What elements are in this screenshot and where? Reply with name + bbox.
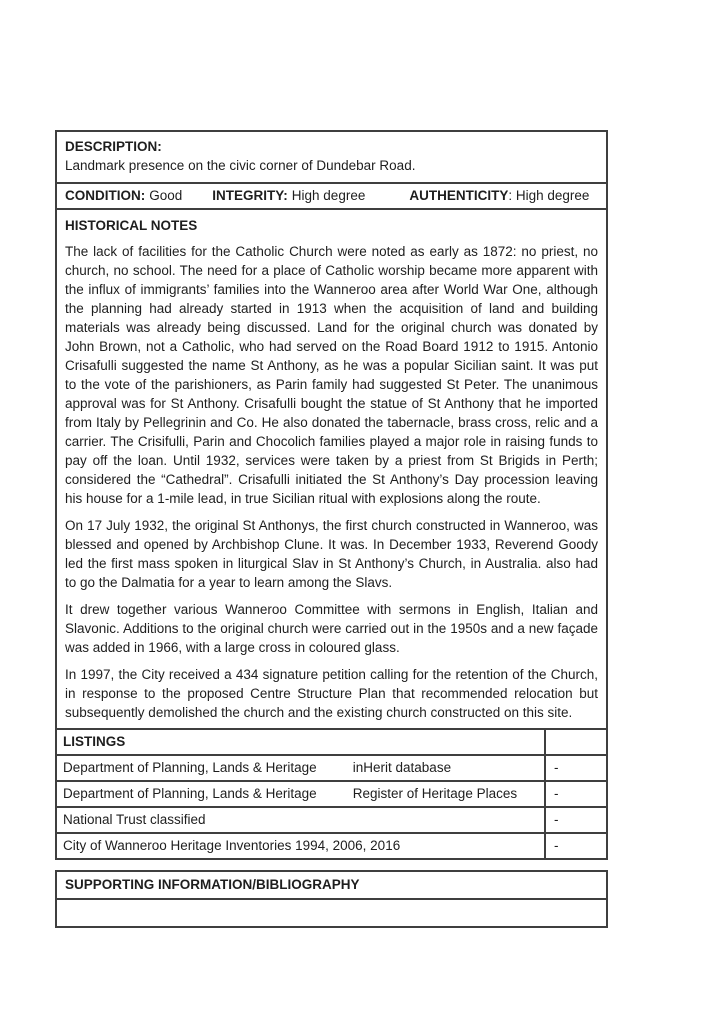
listings-table [55,728,608,860]
listing-organisation: Department of Planning, Lands & Heritage [63,760,317,775]
condition-value: Good [149,188,183,203]
listing-cell [57,834,544,858]
table-row [57,780,606,806]
listing-cell [57,756,544,780]
description-label: DESCRIPTION: [65,139,162,154]
listing-detail: Register of Heritage Places [352,786,518,801]
authenticity-label: AUTHENTICITY [409,188,509,203]
supporting-content-cell [57,898,606,926]
listing-status: - [544,782,606,806]
supporting-heading: SUPPORTING INFORMATION/BIBLIOGRAPHY [65,877,360,892]
listing-status: - [544,756,606,780]
historical-notes-section [57,208,606,730]
listing-status: - [544,808,606,832]
listing-organisation: City of Wanneroo Heritage Inventories 1994, 2006, 2016 [63,838,401,853]
integrity-pair [212,188,365,203]
supporting-box [55,870,608,928]
listing-organisation: National Trust classified [63,812,206,827]
listing-status: - [544,834,606,858]
integrity-label: INTEGRITY: [212,188,288,203]
condition-row [57,182,606,208]
table-row [57,832,606,858]
listings-heading: LISTINGS [63,734,126,749]
table-row [57,806,606,832]
assessment-box [55,130,608,732]
description-section [57,132,606,182]
listings-header-row [57,730,606,754]
historical-notes-paragraph: It drew together various Wanneroo Committee with sermons in English, Italian and Slavonic. Additions to the original church were carried out in the 1950s and a new façade was added in 1966, with a large cross in coloured glass. [65,602,598,655]
historical-notes-heading: HISTORICAL NOTES [65,218,198,233]
listing-detail: inHerit database [352,760,452,775]
condition-label: CONDITION: [65,188,146,203]
listing-cell [57,782,544,806]
authenticity-pair [409,188,589,203]
integrity-value: High degree [291,188,366,203]
condition-pair [65,188,182,203]
listing-cell [57,808,544,832]
historical-notes-paragraph: The lack of facilities for the Catholic Church were noted as early as 1872: no priest, no church, no school. The need for a place of Catholic worship became more apparent with the influx of immigrants’ families into the Wanneroo area after World War One, although the planning had already started in 1913 when the acquisition of land and building materials was already being discussed. Land for the original church was donated by John Brown, not a Catholic, who had served on the Road Board 1912 to 1915. Antonio Crisafulli suggested the name St Anthony, as he was a popular Sicilian saint. It was put to the vote of the parishioners, as Parin family had suggested St Peter. The unanimous approval was for St Anthony. Crisafulli bought the statue of St Anthony that he imported from Italy by Pellegrinin and Co. He also donated the tabernacle, brass cross, relic and a carrier. The Crisifulli, Parin and Chocolich families played a major role in raising funds to pay off the loan. Until 1932, services were taken by a priest from St Brigids in Perth; considered the “Cathedral”. Crisafulli initiated the St Anthony’s Day procession leaving his house for a 1-mile lead, in true Sicilian ritual with explosions along the route. [65,244,598,506]
listing-organisation: Department of Planning, Lands & Heritage [63,786,317,801]
historical-notes-paragraph: On 17 July 1932, the original St Anthonys, the first church constructed in Wanneroo, was blessed and opened by Archbishop Clune. It was. In December 1933, Reverend Goody led the first mass spoken in liturgical Slav in St Anthony’s Church, in Australia. also had to go the Dalmatia for a year to learn among the Slavs. [65,518,598,590]
historical-notes-paragraph: In 1997, the City received a 434 signature petition calling for the retention of the Church, in response to the proposed Centre Structure Plan that recommended relocation but subsequently demolished the church and the existing church constructed on this site. [65,667,598,720]
table-row [57,754,606,780]
authenticity-value: : High degree [508,188,590,203]
listings-header-status-cell [544,730,606,754]
description-text: Landmark presence on the civic corner of Dundebar Road. [65,158,416,173]
